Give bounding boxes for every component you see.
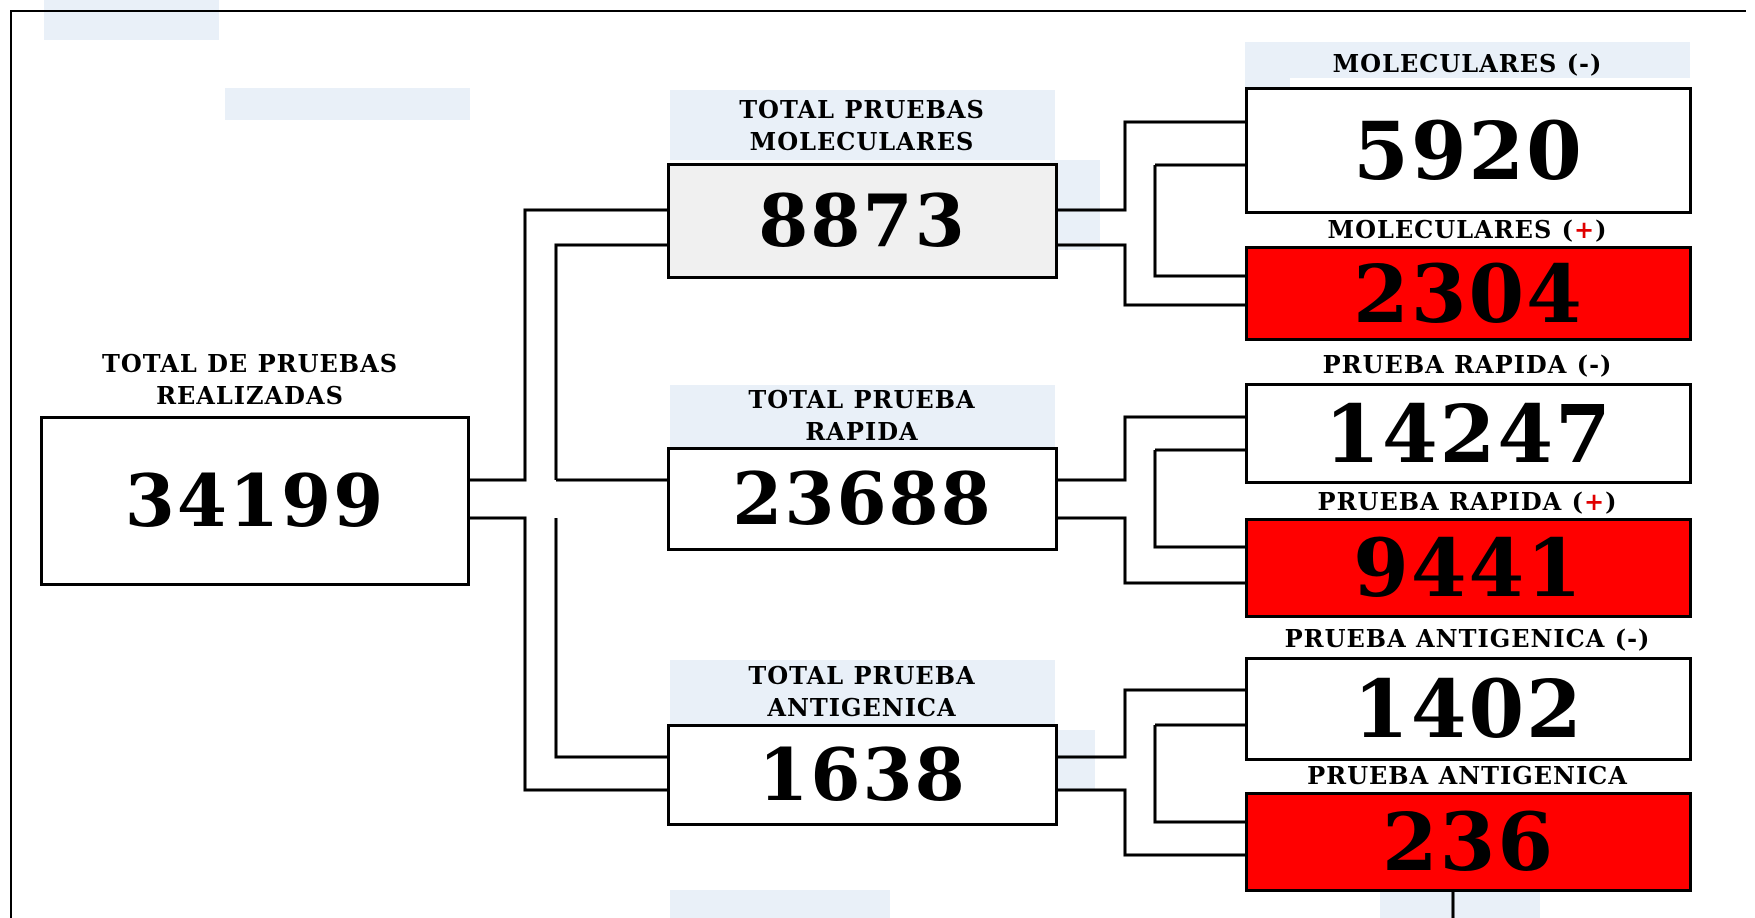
- total-value: 34199: [124, 458, 386, 543]
- category-label-line1: TOTAL PRUEBA: [748, 385, 976, 414]
- category-label-line2: ANTIGENICA: [767, 693, 957, 722]
- category-label-rapid: [667, 384, 1057, 448]
- category-label-line2: RAPIDA: [805, 417, 919, 446]
- result-label-antigenic-positive: [1245, 760, 1690, 792]
- connector-line: [468, 518, 667, 790]
- connector-line: [1155, 165, 1245, 276]
- result-value-rapid-negative: 14247: [1324, 386, 1613, 481]
- category-value-antigenic: 1638: [758, 732, 967, 817]
- total-label: [40, 348, 460, 412]
- result-box-antigenic-negative: [1245, 657, 1692, 761]
- label-prefix: PRUEBA ANTIGENICA: [1307, 761, 1628, 790]
- category-label-antigenic: [667, 660, 1057, 724]
- connector-line: [556, 245, 667, 480]
- label-prefix: MOLECULARES (: [1327, 215, 1574, 244]
- result-label-rapid-negative: PRUEBA RAPIDA (-): [1322, 350, 1613, 379]
- result-label-molecular-negative: MOLECULARES (-): [1332, 49, 1603, 78]
- category-label-line1: TOTAL PRUEBAS: [739, 95, 985, 124]
- positive-mark: +: [1584, 487, 1606, 516]
- result-box-molecular-negative: [1245, 87, 1692, 214]
- label-suffix: ): [1605, 487, 1618, 516]
- result-label-antigenic-negative: PRUEBA ANTIGENICA (-): [1284, 624, 1651, 653]
- result-box-antigenic-positive: [1245, 792, 1692, 892]
- result-value-rapid-positive: 9441: [1353, 521, 1584, 615]
- result-label-molecular-positive: [1245, 214, 1690, 246]
- total-box: [40, 416, 470, 586]
- label-suffix: ): [1595, 215, 1608, 244]
- connector-line: [1155, 725, 1245, 822]
- result-box-rapid-positive: [1245, 518, 1692, 618]
- category-label-molecular: [667, 94, 1057, 158]
- result-value-molecular-negative: 5920: [1353, 103, 1584, 198]
- category-value-molecular: 8873: [758, 178, 967, 263]
- category-box-molecular: [667, 163, 1058, 279]
- category-box-antigenic: [667, 724, 1058, 826]
- total-label-line1: TOTAL DE PRUEBAS: [101, 349, 399, 378]
- positive-mark: +: [1573, 215, 1596, 244]
- connector-line: [468, 210, 667, 480]
- connector-line: [556, 518, 667, 757]
- total-label-line2: REALIZADAS: [156, 381, 344, 410]
- result-value-antigenic-positive: 236: [1382, 795, 1555, 889]
- label-prefix: PRUEBA RAPIDA (: [1317, 487, 1584, 516]
- category-label-line1: TOTAL PRUEBA: [748, 661, 976, 690]
- category-label-line2: MOLECULARES: [749, 127, 975, 156]
- result-label-rapid-positive: [1245, 486, 1690, 518]
- result-value-molecular-positive: 2304: [1353, 246, 1584, 341]
- connector-line: [1155, 450, 1245, 547]
- result-box-rapid-negative: [1245, 383, 1692, 484]
- category-box-rapid: [667, 447, 1058, 551]
- result-box-molecular-positive: [1245, 246, 1692, 341]
- result-value-antigenic-negative: 1402: [1353, 662, 1584, 756]
- category-value-rapid: 23688: [732, 456, 993, 541]
- connector-line: [1056, 518, 1245, 583]
